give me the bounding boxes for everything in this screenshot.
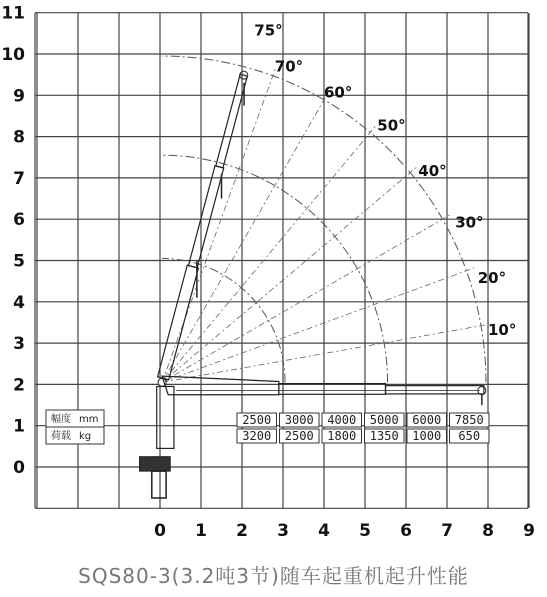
y-tick-labels (1, 4, 25, 478)
angle-label: 10° (488, 320, 517, 339)
x-tick-labels (154, 521, 535, 541)
angle-ray (162, 68, 276, 382)
angle-ray (162, 167, 416, 382)
x-tick-label: 0 (154, 521, 166, 541)
raised-boom-section-2 (188, 166, 223, 268)
x-tick-label: 5 (359, 521, 371, 541)
y-tick-label: 0 (13, 458, 25, 478)
chart-caption: SQS80-3(3.2吨3节)随车起重机起升性能 (78, 564, 469, 588)
crane-base (140, 457, 171, 471)
boom-section-3 (386, 386, 484, 394)
y-tick-label: 1 (13, 416, 25, 437)
y-tick-label: 10 (1, 45, 25, 65)
legend-box (46, 410, 104, 444)
load-value: 1000 (412, 429, 442, 443)
radius-value: 6000 (412, 413, 442, 427)
angle-ray (162, 126, 375, 382)
x-tick-label: 2 (236, 521, 248, 541)
angle-label: 30° (455, 213, 484, 232)
angle-label: 50° (377, 116, 406, 135)
y-tick-label: 6 (13, 210, 25, 231)
load-value: 1350 (369, 429, 399, 443)
angle-labels (254, 21, 516, 338)
y-tick-label: 5 (13, 251, 25, 272)
crane-base-leg (152, 471, 166, 498)
angle-label: 75° (254, 21, 283, 40)
x-tick-label: 7 (441, 521, 453, 541)
legend-unit: kg (79, 431, 92, 442)
x-tick-label: 9 (523, 521, 535, 541)
y-tick-label: 7 (13, 168, 25, 189)
raised-boom-section-1 (158, 265, 199, 380)
angle-rays (162, 68, 489, 382)
angle-label: 40° (418, 161, 447, 180)
legend-unit: mm (79, 414, 99, 425)
radius-value: 5000 (369, 413, 399, 427)
x-tick-label: 1 (195, 521, 207, 541)
radius-value: 7850 (454, 413, 484, 427)
y-tick-label: 2 (13, 375, 25, 396)
radius-value: 3000 (284, 413, 314, 427)
x-tick-label: 6 (400, 521, 412, 541)
angle-ray (162, 324, 489, 382)
legend-label: 幅度 (51, 414, 71, 425)
y-tick-label: 3 (13, 334, 25, 355)
load-table (237, 413, 489, 443)
radius-value: 2500 (242, 413, 272, 427)
x-tick-label: 8 (482, 521, 494, 541)
y-tick-label: 8 (13, 127, 25, 148)
load-value: 2500 (284, 429, 314, 443)
y-tick-label: 9 (13, 86, 25, 107)
reach-arc (162, 155, 387, 382)
load-value: 3200 (242, 429, 272, 443)
y-tick-label: 4 (13, 292, 25, 313)
y-tick-label: 11 (1, 3, 25, 24)
x-tick-label: 3 (277, 521, 289, 541)
crane-column (157, 386, 174, 448)
angle-label: 20° (477, 269, 507, 288)
radius-value: 4000 (327, 413, 357, 427)
angle-label: 70° (274, 57, 304, 76)
load-value: 650 (458, 429, 481, 443)
x-tick-label: 4 (318, 521, 330, 541)
boom-section-2 (279, 384, 386, 395)
legend-label: 荷载 (51, 431, 71, 442)
load-value: 1800 (327, 429, 357, 443)
angle-label: 60° (324, 83, 353, 102)
reach-arc (162, 258, 285, 382)
angle-ray (162, 268, 474, 382)
